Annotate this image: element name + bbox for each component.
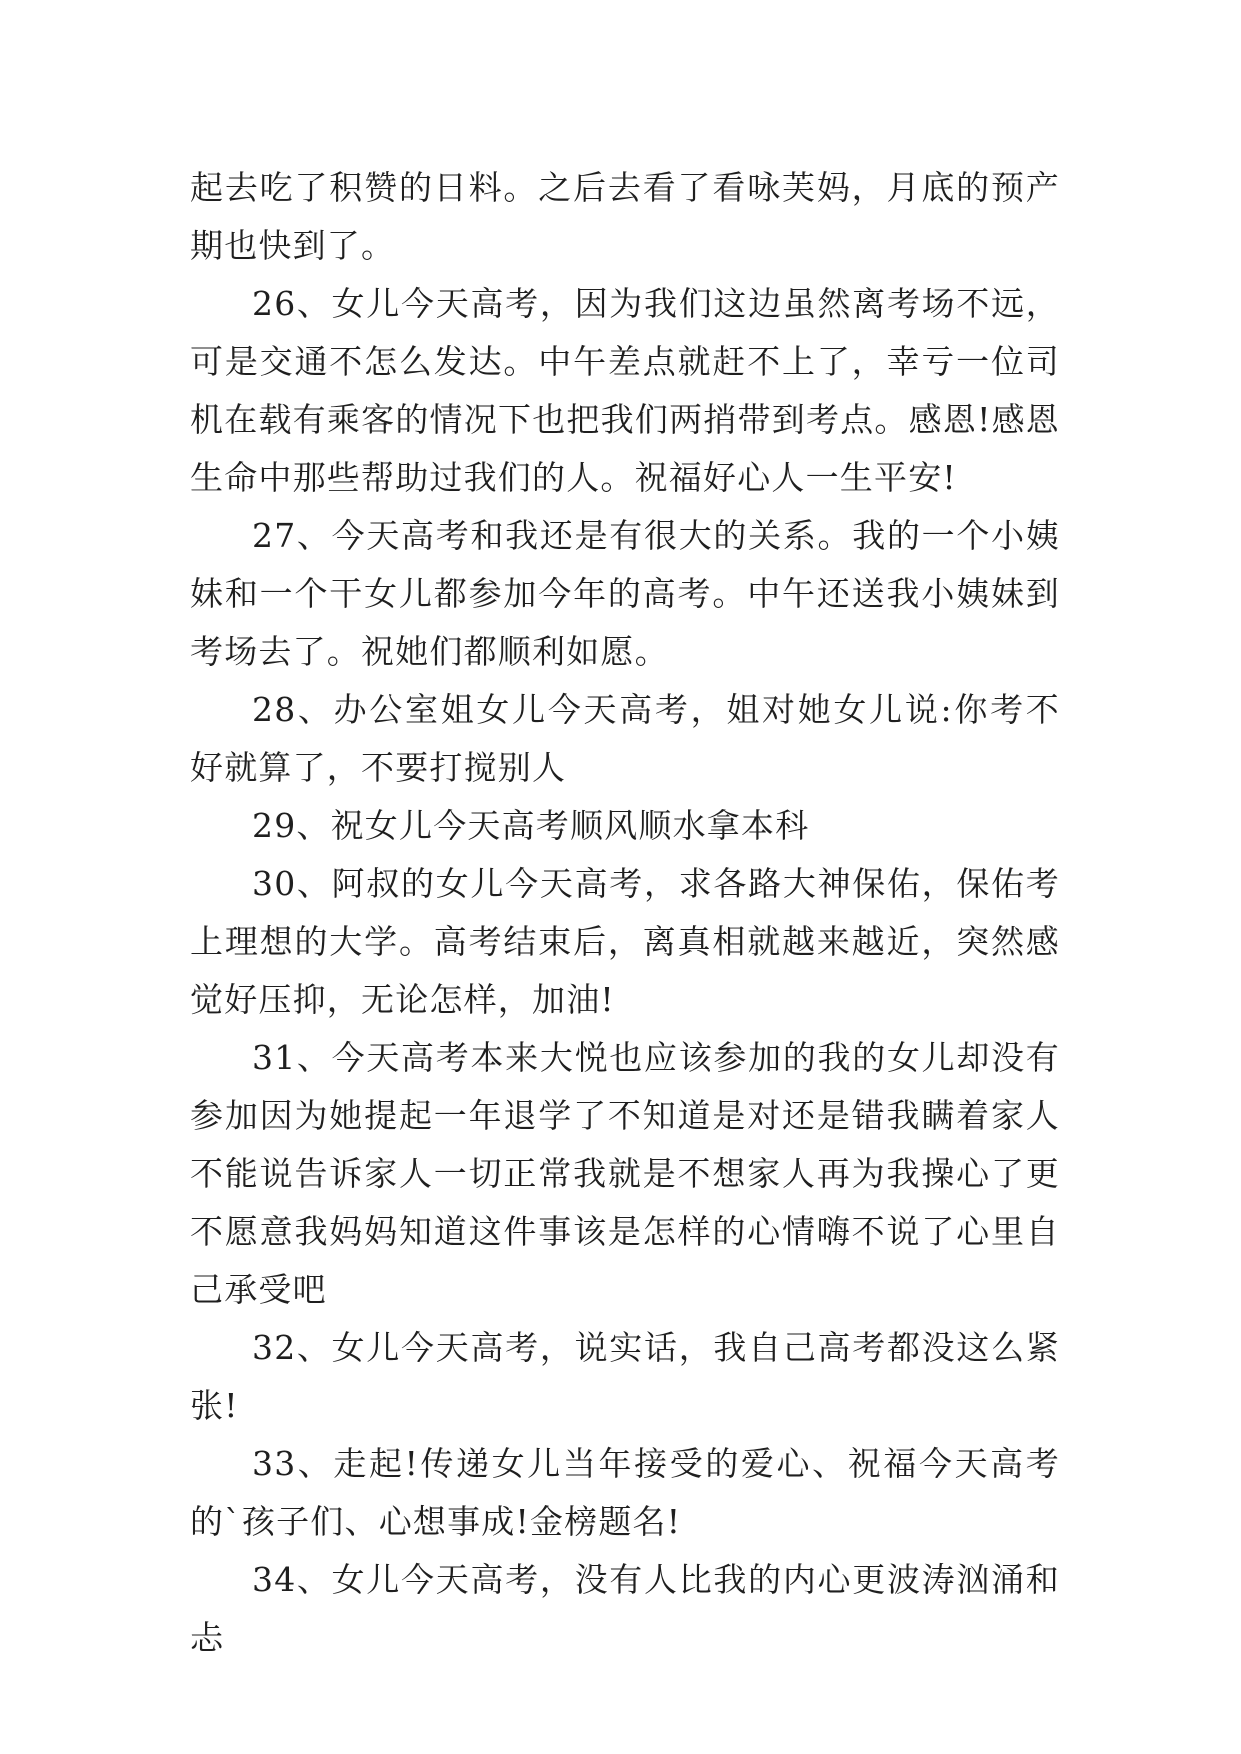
paragraph-29: 29、祝女儿今天高考顺风顺水拿本科	[252, 806, 810, 845]
paragraph-30: 30、阿叔的女儿今天高考，求各路大神保佑，保佑考上理想的大学。高考结束后，离真相就越来越近，突然感觉好压抑，无论怎样，加油!	[190, 864, 1060, 1019]
paragraph-27: 27、今天高考和我还是有很大的关系。我的一个小姨妹和一个干女儿都参加今年的高考。中午还送我小姨妹到考场去了。祝她们都顺利如愿。	[190, 516, 1060, 671]
paragraph-continuation: 起去吃了积赞的日料。之后去看了看咏芙妈，月底的预产期也快到了。	[190, 168, 1060, 265]
paragraph-31: 31、今天高考本来大悦也应该参加的我的女儿却没有参加因为她提起一年退学了不知道是对还是错我瞒着家人不能说告诉家人一切正常我就是不想家人再为我操心了更不愿意我妈妈知道这件事该是怎样的心情嗨不说了心里自己承受吧	[190, 1038, 1060, 1309]
paragraph-28: 28、办公室姐女儿今天高考，姐对她女儿说:你考不好就算了，不要打搅别人	[190, 690, 1060, 787]
paragraph-32: 32、女儿今天高考，说实话，我自己高考都没这么紧张!	[190, 1328, 1060, 1425]
paragraph-26: 26、女儿今天高考，因为我们这边虽然离考场不远，可是交通不怎么发达。中午差点就赶不上了，幸亏一位司机在载有乘客的情况下也把我们两捎带到考点。感恩!感恩生命中那些帮助过我们的人。祝福好心人一生平安!	[190, 284, 1060, 497]
document-body	[190, 159, 1060, 1667]
paragraph-34: 34、女儿今天高考，没有人比我的内心更波涛汹涌和忐	[190, 1560, 1060, 1657]
paragraph-33: 33、走起!传递女儿当年接受的爱心、祝福今天高考的`孩子们、心想事成!金榜题名!	[190, 1444, 1060, 1541]
